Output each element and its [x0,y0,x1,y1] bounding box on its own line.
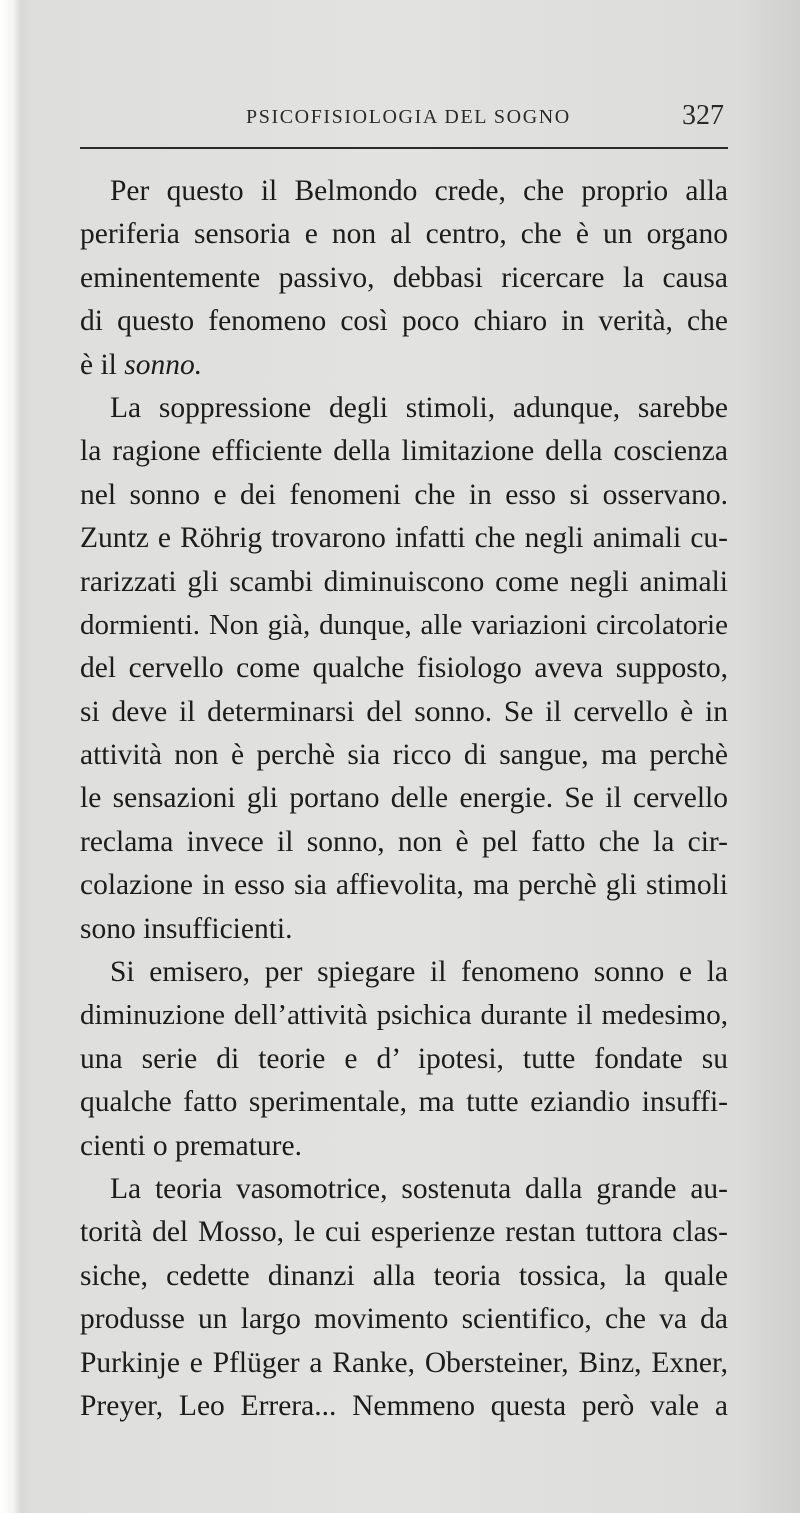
text-line: cienti o premature. [80,1129,302,1162]
page-left-edge [0,0,22,1513]
text-line: dormienti. Non già, dunque, alle variazioni circolatorie [80,608,728,641]
text-line: La soppressione degli stimoli, adunque, sarebbe [110,391,728,424]
paragraph [80,1168,728,1428]
text-line: periferia sensoria e non al centro, che è un organo [80,218,728,251]
text-line: Purkinje e Pflüger a Ranke, Obersteiner, Binz, Exner, [80,1346,728,1379]
text-line: Zuntz e Röhrig trovarono infatti che negli animali cu- [80,522,728,555]
italic-word: sonno. [124,348,203,381]
text-line [80,344,728,387]
text-fragment: è il [80,348,125,381]
text-line: reclama invece il sonno, non è pel fatto che la cir- [80,825,728,858]
text-line: torità del Mosso, le cui esperienze restan tuttora clas- [80,1216,728,1249]
text-line: Si emisero, per spiegare il fenomeno sonno e la [110,956,728,989]
text-line: rarizzati gli scambi diminuiscono come negli animali [80,565,728,598]
text-line: la ragione efficiente della limitazione della coscienza [80,435,728,468]
header-rule [80,147,728,149]
text-line: di questo fenomeno così poco chiaro in verità, che [80,305,728,338]
text-line: si deve il determinarsi del sonno. Se il cervello è in [80,695,728,728]
text-line: del cervello come qualche fisiologo aveva supposto, [80,652,728,685]
body-text [80,170,728,1428]
paragraph [80,951,728,1168]
text-line: qualche fatto sperimentale, ma tutte eziandio insuffi- [80,1086,728,1119]
text-line: eminentemente passivo, debbasi ricercare la causa [80,261,728,294]
text-line: Preyer, Leo Errera... Nemmeno questa però vale a [80,1389,728,1422]
text-line: nel sonno e dei fenomeni che in esso si osservano. [80,478,728,511]
paragraph [80,387,728,951]
running-title: PSICOFISIOLOGIA DEL SOGNO [246,106,571,128]
paragraph [80,170,728,387]
text-line: produsse un largo movimento scientifico, che va da [80,1303,728,1336]
text-line: La teoria vasomotrice, sostenuta dalla grande au- [110,1172,728,1205]
text-line: le sensazioni gli portano delle energie. Se il cervello [80,782,728,815]
text-line: una serie di teorie e d’ ipotesi, tutte fondate su [80,1042,728,1075]
page-number: 327 [682,100,724,131]
text-line: sono insufficienti. [80,912,293,945]
text-line: diminuzione dell’attività psichica durante il medesimo, [80,999,728,1032]
text-line: attività non è perchè sia ricco di sangue, ma perchè [80,739,728,772]
text-line: Per questo il Belmondo crede, che proprio alla [110,175,728,207]
page-header [80,98,728,138]
text-line: siche, cedette dinanzi alla teoria tossica, la quale [80,1259,728,1292]
text-line: colazione in esso sia affievolita, ma perchè gli stimoli [80,869,728,902]
